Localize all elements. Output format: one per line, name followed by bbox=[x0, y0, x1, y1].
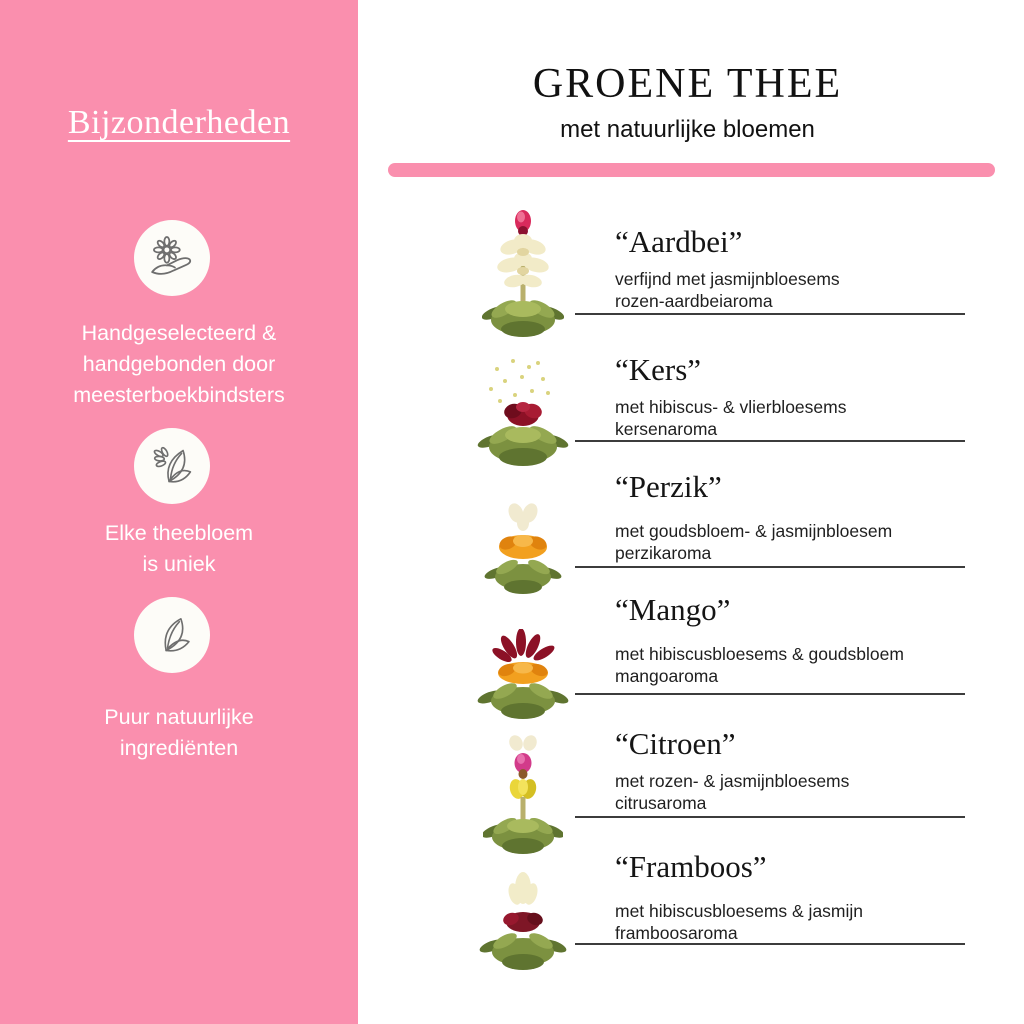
tea-description-line: met hibiscus- & vlierbloesems bbox=[615, 396, 847, 417]
page-title: GROENE THEE bbox=[532, 61, 843, 107]
hand-holding-flower-icon bbox=[134, 220, 210, 296]
tea-description-line: citrusaroma bbox=[615, 792, 707, 813]
feature-line: handgebonden door bbox=[82, 352, 276, 376]
feature-unique bbox=[0, 518, 358, 580]
tea-row-perzik bbox=[575, 471, 965, 568]
flower-bud-with-leaves-icon bbox=[134, 428, 210, 504]
sidebar-title: Bijzonderheden bbox=[67, 104, 291, 141]
tea-description-line: met rozen- & jasmijnbloesems bbox=[615, 770, 850, 791]
tea-description bbox=[575, 520, 965, 564]
feature-natural bbox=[0, 702, 358, 764]
framboos-tea-flower bbox=[478, 870, 568, 983]
perzik-tea-flower bbox=[484, 499, 562, 604]
feature-line: ingrediënten bbox=[119, 736, 239, 760]
tea-description bbox=[575, 268, 965, 312]
tea-name: “Framboos” bbox=[615, 849, 767, 884]
tea-name: “Citroen” bbox=[615, 726, 736, 761]
page-subtitle: met natuurlijke bloemen bbox=[560, 116, 815, 143]
feature-line: Handgeselecteerd & bbox=[81, 321, 277, 345]
tea-description-line: met goudsbloem- & jasmijnbloesem bbox=[615, 520, 893, 541]
citroen-tea-flower bbox=[483, 733, 563, 864]
feature-line: meesterboekbindsters bbox=[73, 383, 285, 407]
tea-description-line: met hibiscusbloesems & jasmijn bbox=[615, 900, 864, 921]
tea-row-kers bbox=[575, 354, 965, 442]
tea-description-line: framboosaroma bbox=[615, 922, 738, 943]
tea-description bbox=[575, 396, 965, 440]
kers-tea-flower bbox=[475, 353, 571, 478]
tea-name: “Mango” bbox=[615, 592, 731, 627]
tea-name: “Perzik” bbox=[615, 469, 722, 504]
feature-line: is uniek bbox=[142, 552, 216, 576]
tea-description bbox=[575, 770, 965, 814]
tea-description bbox=[575, 900, 965, 944]
tea-row-aardbei bbox=[575, 226, 965, 315]
tea-description-line: rozen-aardbeiaroma bbox=[615, 290, 773, 311]
tea-name: “Kers” bbox=[615, 352, 702, 387]
feature-line: Puur natuurlijke bbox=[104, 705, 254, 729]
aardbei-tea-flower bbox=[482, 205, 564, 350]
tea-description-line: perzikaroma bbox=[615, 542, 712, 563]
tea-description-line: kersenaroma bbox=[615, 418, 718, 439]
tea-row-mango bbox=[575, 594, 965, 695]
main-content bbox=[390, 0, 990, 1024]
two-leaves-icon bbox=[134, 597, 210, 673]
pink-divider-bar bbox=[388, 163, 995, 177]
tea-description bbox=[575, 643, 965, 687]
tea-name: “Aardbei” bbox=[615, 224, 743, 259]
tea-description-line: mangoaroma bbox=[615, 665, 719, 686]
tea-description-line: met hibiscusbloesems & goudsbloem bbox=[615, 643, 904, 664]
tea-row-citroen bbox=[575, 728, 965, 818]
feature-line: Elke theebloem bbox=[104, 521, 254, 545]
tea-description-line: verfijnd met jasmijnbloesems bbox=[615, 268, 840, 289]
mango-tea-flower bbox=[475, 629, 571, 728]
sidebar bbox=[0, 0, 358, 1024]
feature-handpicked bbox=[0, 318, 358, 411]
tea-row-framboos bbox=[575, 851, 965, 945]
